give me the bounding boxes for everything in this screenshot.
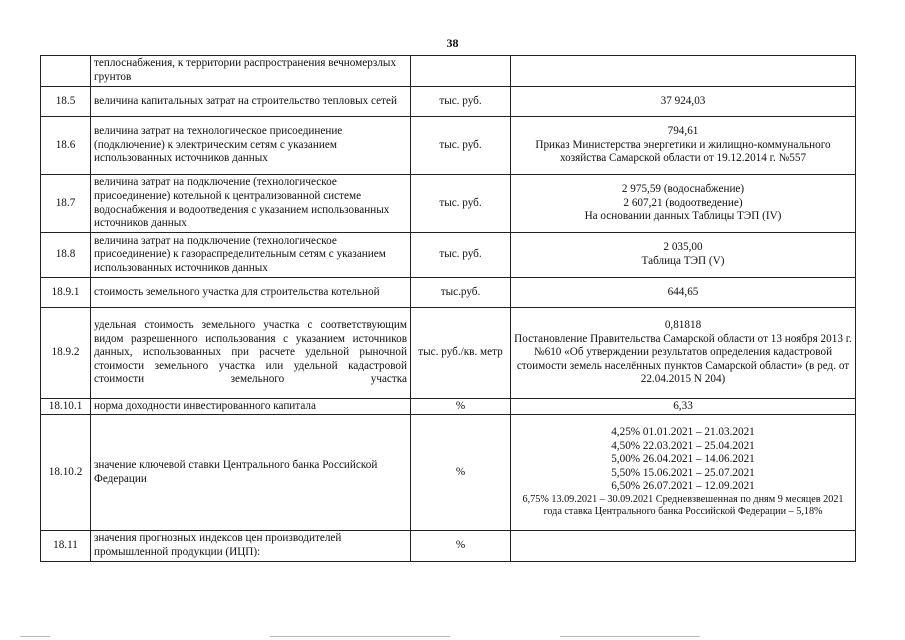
value-line: 644,65 — [667, 285, 699, 298]
data-table — [40, 55, 856, 562]
row-unit: тыс. руб. — [411, 117, 511, 175]
value-line: 5,00% 26.04.2021 – 14.06.2021 — [611, 453, 755, 466]
value-line: 2 607,21 (водоотведение) — [623, 196, 743, 209]
row-unit: тыс. руб. — [411, 87, 511, 117]
value-line: На основании данных Таблицы ТЭП (IV) — [584, 210, 782, 223]
value-line: 5,50% 15.06.2021 – 25.07.2021 — [611, 466, 755, 479]
row-description: величина затрат на подключение (технологическое присоединение) котельной к централизованной системе водоснабжения и водоотведения с указанием использованных источников данных — [91, 175, 411, 233]
value-line: 37 924,03 — [660, 94, 706, 107]
row-unit — [411, 56, 511, 87]
row-unit: % — [411, 399, 511, 415]
value-line: 6,75% 13.09.2021 – 30.09.2021 Средневзвешенная по дням 9 месяцев 2021 года ставка Центрального банка Российской Федерации – 5,18% — [522, 493, 844, 518]
row-unit: тыс. руб./кв. метр — [411, 308, 511, 399]
row-value — [511, 399, 856, 415]
row-value — [511, 308, 856, 399]
row-description: величина капитальных затрат на строительство тепловых сетей — [91, 87, 411, 117]
value-line: 0,81818 — [664, 319, 702, 332]
row-value — [511, 233, 856, 278]
row-unit: % — [411, 531, 511, 562]
value-line: 4,50% 22.03.2021 – 25.04.2021 — [611, 439, 755, 452]
row-number: 18.10.2 — [41, 415, 91, 531]
table-row — [41, 233, 856, 278]
table-row — [41, 531, 856, 562]
value-line: Приказ Министерства энергетики и жилищно-коммунального хозяйства Самарской области от 19.12.2014 г. №557 — [535, 138, 831, 165]
row-value — [511, 531, 856, 562]
value-line: 2 035,00 — [663, 241, 703, 254]
row-unit: тыс. руб. — [411, 175, 511, 233]
table-row — [41, 175, 856, 233]
table-row — [41, 415, 856, 531]
row-unit: тыс. руб. — [411, 233, 511, 278]
table-row — [41, 87, 856, 117]
row-value — [511, 278, 856, 308]
table-row — [41, 117, 856, 175]
value-line: Таблица ТЭП (V) — [641, 255, 725, 267]
table-row — [41, 308, 856, 399]
table-row — [41, 56, 856, 87]
row-unit: % — [411, 415, 511, 531]
row-value — [511, 56, 856, 87]
row-number: 18.9.1 — [41, 278, 91, 308]
row-description: теплоснабжения, к территории распространения вечномерзлых грунтов — [91, 56, 411, 87]
row-description: стоимость земельного участка для строительства котельной — [91, 278, 411, 308]
row-description: величина затрат на подключение (технологическое присоединение) к газораспределительным сетям с указанием использованных источников данных — [91, 233, 411, 278]
row-value — [511, 87, 856, 117]
value-line: 794,61 — [667, 125, 699, 138]
row-description: величина затрат на технологическое присоединение (подключение) к электрическим сетям с указанием использованных источников данных — [91, 117, 411, 175]
table-row — [41, 399, 856, 415]
row-description-text: удельная стоимость земельного участка с соответствующим видом разрешенного использования с указанием источников данных, использованных при расчете удельной рыночной стоимости земельного участка или удельной кадастровой стоимости земельного участка — [94, 319, 407, 386]
bottom-edge-line — [270, 636, 450, 637]
row-number — [41, 56, 91, 87]
row-number: 18.7 — [41, 175, 91, 233]
value-line: 2 975,59 (водоснабжение) — [621, 183, 745, 196]
row-unit: тыс.руб. — [411, 278, 511, 308]
value-line: 6,33 — [673, 399, 693, 412]
page-number: 38 — [446, 36, 459, 50]
row-description — [91, 308, 411, 399]
row-number: 18.8 — [41, 233, 91, 278]
bottom-edge-line — [20, 636, 50, 637]
row-value — [511, 175, 856, 233]
row-description: норма доходности инвестированного капитала — [91, 399, 411, 415]
table-row — [41, 278, 856, 308]
row-number: 18.10.1 — [41, 399, 91, 415]
bottom-edge-line — [560, 636, 700, 637]
row-value — [511, 117, 856, 175]
row-number: 18.6 — [41, 117, 91, 175]
value-line: 4,25% 01.01.2021 – 21.03.2021 — [611, 425, 755, 438]
value-line: 6,50% 26.07.2021 – 12.09.2021 — [611, 480, 755, 493]
row-description: значение ключевой ставки Центрального банка Российской Федерации — [91, 415, 411, 531]
row-description: значения прогнозных индексов цен производителей промышленной продукции (ИЦП): — [91, 531, 411, 562]
row-number: 18.11 — [41, 531, 91, 562]
row-number: 18.9.2 — [41, 308, 91, 399]
row-number: 18.5 — [41, 87, 91, 117]
row-value — [511, 415, 856, 531]
value-line: Постановление Правительства Самарской области от 13 ноября 2013 г. №610 «Об утверждении результатов определения кадастровой стоимости земель населённых пунктов Самарской области» (в ред. от 22.04.2015 N 204) — [514, 332, 852, 386]
